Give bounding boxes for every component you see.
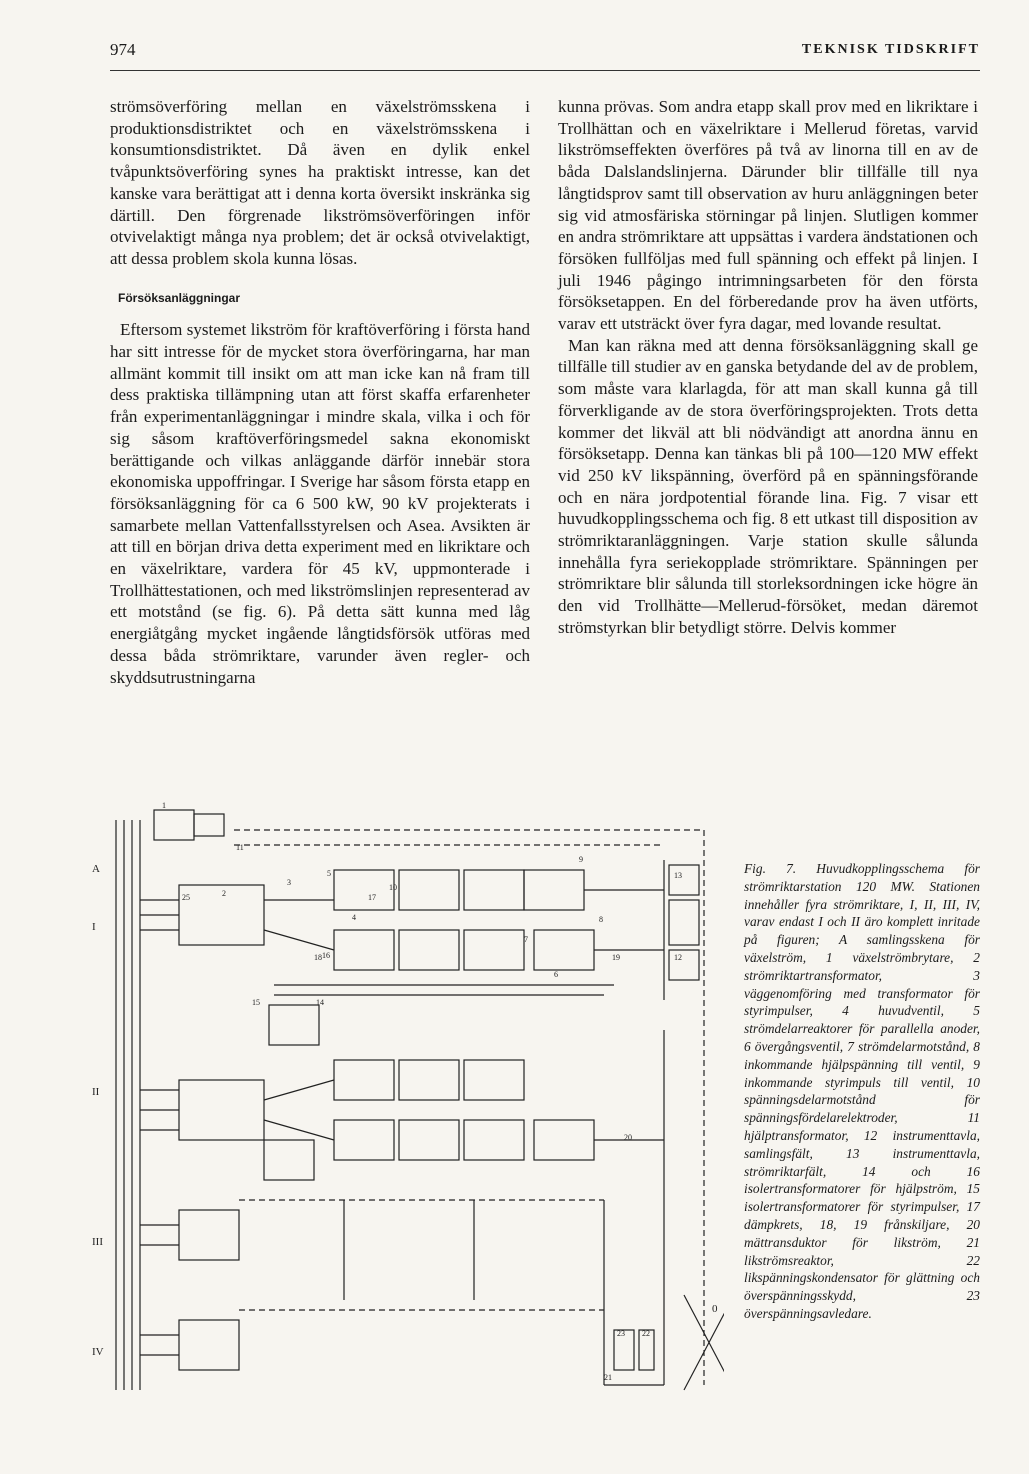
num-12: 12 [674,953,682,962]
num-3: 3 [287,878,291,887]
num-23: 23 [617,1329,625,1338]
right-column [558,96,978,639]
right-paragraph-1: kunna prövas. Som andra etapp skall prov med en likriktare i Trollhättan och en växelriktare i Mellerud företas, varvid likströmseffekten överföres på två av linorna till en av de båda Dalslandslinjerna. Därunder blir tillfälle till nya långtidsprov samt till observation av huru anläggningen beter sig vid atmosfäriska störningar på linjen. Slutligen kommer en andra strömriktare att uppsättas i vardera ändstationen och försöken fullföljas med full spänning och effekt på linjen. I juli 1946 pågingo intrimningsarbeten för den första försöksetappen. En del förberedande prov ha även utförts, varav ett utsträckt över fyra dagar, med lovande resultat. [558,97,978,334]
left-paragraph-1: strömsöverföring mellan en växelströmsskena i produktionsdistriktet och en växelströmsskena i konsumtionsdistriktet. Då även en dylik enkel tvåpunktsöverföring synes ha praktiskt intresse, kan det kanske vara berättigat att i denna korta översikt inskränka sig därtill. Den förgrenade likströmsöverföringen inför otvivelaktigt många nya problem; det är också otvivelaktigt, att dessa problem skola kunna lösas. [110,97,530,268]
page-header [110,34,980,68]
left-column [110,96,530,688]
num-16: 16 [322,951,330,960]
page-number: 974 [110,40,136,59]
header-rule [110,70,980,71]
num-10: 10 [389,883,397,892]
num-14: 14 [316,998,324,1007]
num-22: 22 [642,1329,650,1338]
label-i: I [92,921,96,933]
num-13: 13 [674,871,682,880]
num-1: 1 [162,801,166,810]
num-17: 17 [368,893,376,902]
num-25: 25 [182,893,190,902]
num-5: 5 [327,869,331,878]
circuit-diagram [84,800,724,1400]
num-18: 18 [314,953,322,962]
journal-title: TEKNISK TIDSKRIFT [801,42,980,57]
num-20: 20 [624,1133,632,1142]
figure-caption: Fig. 7. Huvudkopplingsschema för strömriktarstation 120 MW. Stationen innehåller fyra strömriktare, I, II, III, IV, varav endast I och II äro komplett inritade på figuren; A samlingsskena för växelström, 1 växelströmbrytare, 2 strömriktartransformator, 3 väggenomföring med transformator för styrimpulser, 4 huvudventil, 5 strömdelarreaktorer för parallella anoder, 6 övergångsventil, 7 strömdelarmotstånd, 8 inkommande hjälpspänning till ventil, 9 inkommande styrimpuls till ventil, 10 spänningsdelarmotstånd för spänningsfördelarelektroder, 11 hjälptransformator, 12 instrumenttavla, samlingsfält, 13 instrumenttavla, strömriktarfält, 14 och 16 isolertransformatorer för hjälpström, 15 isolertransformatorer för styrimpulser, 17 dämpkrets, 18, 19 frånskiljare, 20 mättransduktor för likström, 21 likströmsreaktor, 22 likspänningskondensator för glättning och överspänningsskydd, 23 överspänningsavledare. [744,861,980,1321]
circuit-diagram-svg [84,800,724,1400]
section-heading: Försöksanläggningar [118,290,241,305]
num-19: 19 [612,953,620,962]
label-ii: II [92,1086,100,1098]
num-6: 6 [554,970,558,979]
label-iii: III [92,1236,103,1248]
left-paragraph-2: Eftersom systemet likström för kraftöverföring i första hand har sitt intresse för de mycket stora överföringarna, har man allmänt kommit till insikt om att man icke kan nå fram till dess praktiska tillämpning utan att först skaffa erfarenheter från experimentanläggningar i mindre skala, vilka i och för sig såsom kraftöverföringsmedel sakna ekonomiskt berättigande och vilkas anläggande därför innebär stora ekonomiska uppoffringar. I Sverige har såsom första etapp en försöksanläggning för ca 6 500 kW, 90 kV projekterats i samarbete mellan Vattenfallsstyrelsen och Asea. Avsikten är att till en början driva detta experiment med en likriktare och en växelriktare, vardera för 45 kV, uppmonterade i Trollhättestationen, och med likströmslinjen representerad av ett motstånd (se fig. 6). På detta sätt kunna med låg energiåtgång mycket ingående långtidsförsök utföras med dessa båda strömriktare, varunder även regler- och skyddsutrustningarna [110,320,530,687]
num-4: 4 [352,913,356,922]
num-8: 8 [599,915,603,924]
label-zero: 0 [712,1303,718,1315]
label-iv: IV [92,1346,104,1358]
num-11: 11 [236,843,244,852]
num-9: 9 [579,855,583,864]
num-2: 2 [222,889,226,898]
num-15: 15 [252,998,260,1007]
num-7: 7 [524,935,528,944]
label-a: A [92,863,100,875]
right-paragraph-2: Man kan räkna med att denna försöksanläggning skall ge tillfälle till studier av en ganska betydande del av de problem, som måste vara klarlagda, för att man skall kunna gå till förverkligande av de stora överföringsprojekten. Trots detta kommer det likväl att bli nödvändigt att anordna ännu en försöksetapp. Denna kan tänkas bli på 100—120 MW effekt vid 250 kV likspänning, överförd på en spänningsförande och en nära jordpotential förande lina. Fig. 7 visar ett huvudkopplingsschema och fig. 8 ett utkast till disposition av strömriktaranläggningen. Varje station skulle sålunda innehålla fyra seriekopplade strömriktare. Spänningen per strömriktare blir sålunda till storleksordningen icke högre än den vid Trollhätte—Mellerud-försöket, medan däremot strömstyrkan blir betydligt större. Delvis kommer [558,335,978,637]
num-21: 21 [604,1373,612,1382]
